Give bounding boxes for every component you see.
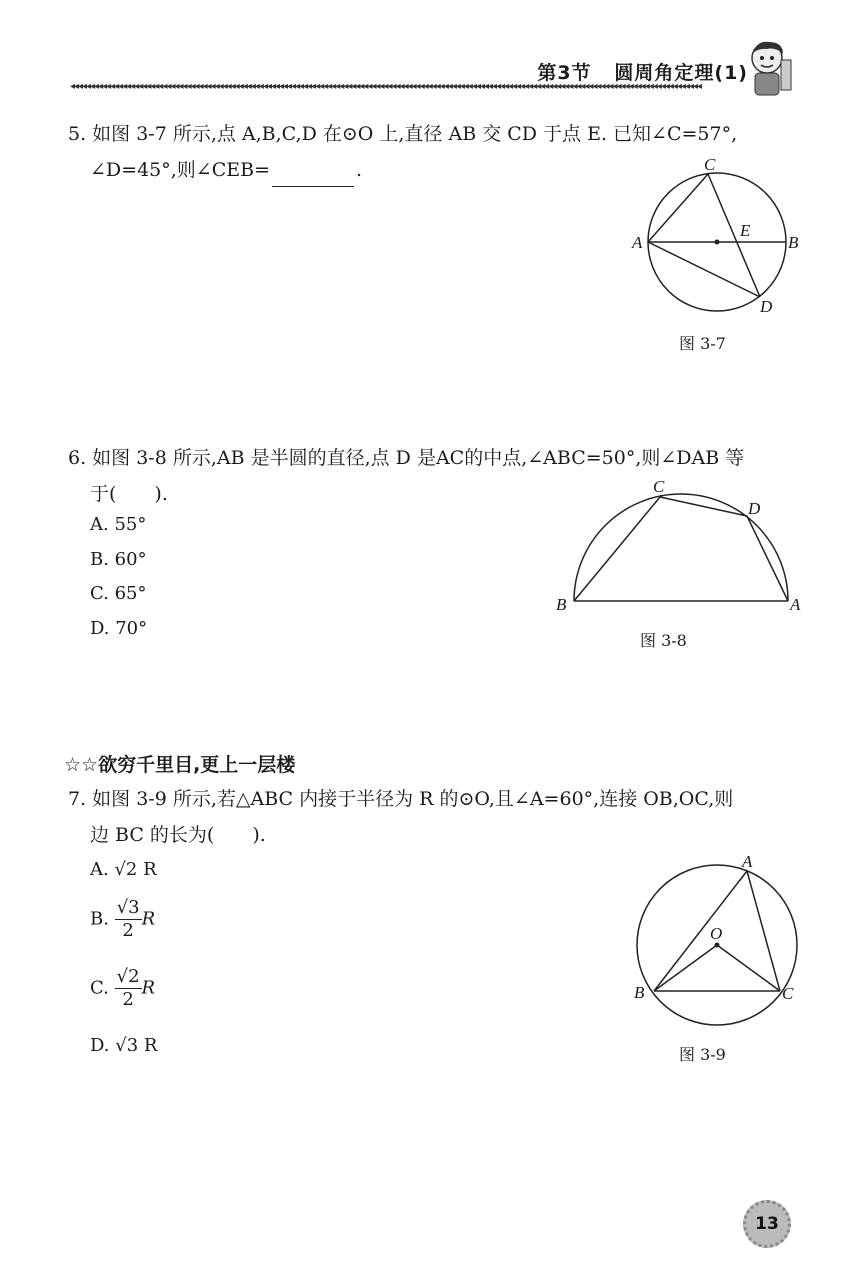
figure-3-8 — [550, 470, 815, 620]
question-6-option-a[interactable]: A. 55° — [90, 514, 147, 535]
label-b: B — [556, 595, 567, 614]
question-6-line-2: 于( ). — [90, 483, 168, 505]
figure-3-8-caption: 图 3-8 — [640, 631, 687, 650]
label-a: A — [790, 595, 801, 614]
section-name: 圆周角定理(1) — [614, 62, 748, 84]
figure-3-9-caption: 图 3-9 — [679, 1045, 726, 1064]
label-c: C — [782, 984, 794, 1003]
label-d: D — [760, 297, 773, 316]
radius-symbol: R — [141, 977, 156, 999]
figure-3-7-caption: 图 3-7 — [679, 334, 726, 353]
page-number: 13 — [743, 1200, 791, 1248]
answer-blank[interactable] — [272, 166, 354, 187]
question-6-line-1: 6. 如图 3-8 所示,AB 是半圆的直径,点 D 是AC的中点,∠ABC=50°,则∠DAB 等 — [68, 447, 745, 469]
figure-3-7 — [620, 150, 810, 325]
label-c: C — [704, 155, 716, 174]
segment-oc — [717, 945, 780, 991]
chord-ad — [648, 242, 760, 297]
question-7-option-c[interactable] — [90, 966, 155, 1011]
mascot-icon — [743, 38, 795, 100]
question-5-suffix: . — [356, 159, 363, 181]
numerator: √3 — [116, 897, 140, 918]
header-divider: ◂◂◂◂◂◂◂◂◂◂◂◂◂◂◂◂◂◂◂◂◂◂◂◂◂◂◂◂◂◂◂◂◂◂◂◂◂◂◂◂◂◂◂◂◂◂◂◂◂◂◂◂◂◂◂◂◂◂◂◂◂◂◂◂◂◂◂◂◂◂◂◂◂◂◂◂◂◂◂◂◂◂◂◂◂◂◂◂◂◂◂◂◂◂◂◂◂◂◂◂◂◂◂◂◂◂◂◂◂◂◂◂◂◂◂◂◂◂◂◂◂◂◂◂◂◂◂◂◂◂◂◂◂◂◂◂◂◂◂◂◂◂◂◂◂◂◂◂◂◂◂◂◂◂◂◂◂ — [70, 82, 702, 92]
numerator: √2 — [116, 966, 140, 987]
chord-cd — [708, 174, 760, 297]
label-b: B — [634, 983, 645, 1002]
chord-cd — [660, 497, 747, 516]
label-o: O — [710, 924, 723, 943]
denominator: 2 — [122, 920, 134, 941]
figure-3-9 — [620, 845, 810, 1035]
label-e: E — [740, 221, 751, 240]
label-c: C — [653, 477, 665, 496]
section-heading: ☆☆欲穷千里目,更上一层楼 — [64, 754, 296, 776]
chord-da — [747, 516, 788, 601]
option-label: C. — [90, 977, 109, 999]
label-a: A — [742, 852, 753, 871]
label-d: D — [748, 499, 761, 518]
section-number: 第3节 — [537, 62, 592, 84]
label-b: B — [788, 233, 799, 252]
fraction — [115, 897, 142, 942]
question-7-option-b[interactable] — [90, 897, 155, 942]
center-point — [715, 240, 720, 245]
fraction — [115, 966, 142, 1011]
question-5-line-2 — [90, 153, 362, 187]
question-7-option-a[interactable]: A. √2 R — [90, 859, 157, 880]
label-a: A — [632, 233, 643, 252]
section-title — [537, 58, 748, 85]
question-5-prefix: ∠D=45°,则∠CEB= — [90, 159, 270, 181]
question-7-line-1: 7. 如图 3-9 所示,若△ABC 内接于半径为 R 的⊙O,且∠A=60°,连接 OB,OC,则 — [68, 788, 734, 810]
option-label: B. — [90, 908, 109, 930]
segment-ob — [654, 945, 717, 991]
question-5-line-1: 5. 如图 3-7 所示,点 A,B,C,D 在⊙O 上,直径 AB 交 CD 于点 E. 已知∠C=57°, — [68, 123, 738, 145]
question-6-option-c[interactable]: C. 65° — [90, 583, 147, 604]
question-7-option-d[interactable]: D. √3 R — [90, 1035, 158, 1056]
center-point — [715, 943, 720, 948]
radius-symbol: R — [141, 908, 156, 930]
side-ab — [654, 871, 747, 991]
denominator: 2 — [122, 989, 134, 1010]
question-7-line-2: 边 BC 的长为( ). — [90, 824, 266, 846]
question-6-option-b[interactable]: B. 60° — [90, 549, 147, 570]
question-6-option-d[interactable]: D. 70° — [90, 618, 148, 639]
